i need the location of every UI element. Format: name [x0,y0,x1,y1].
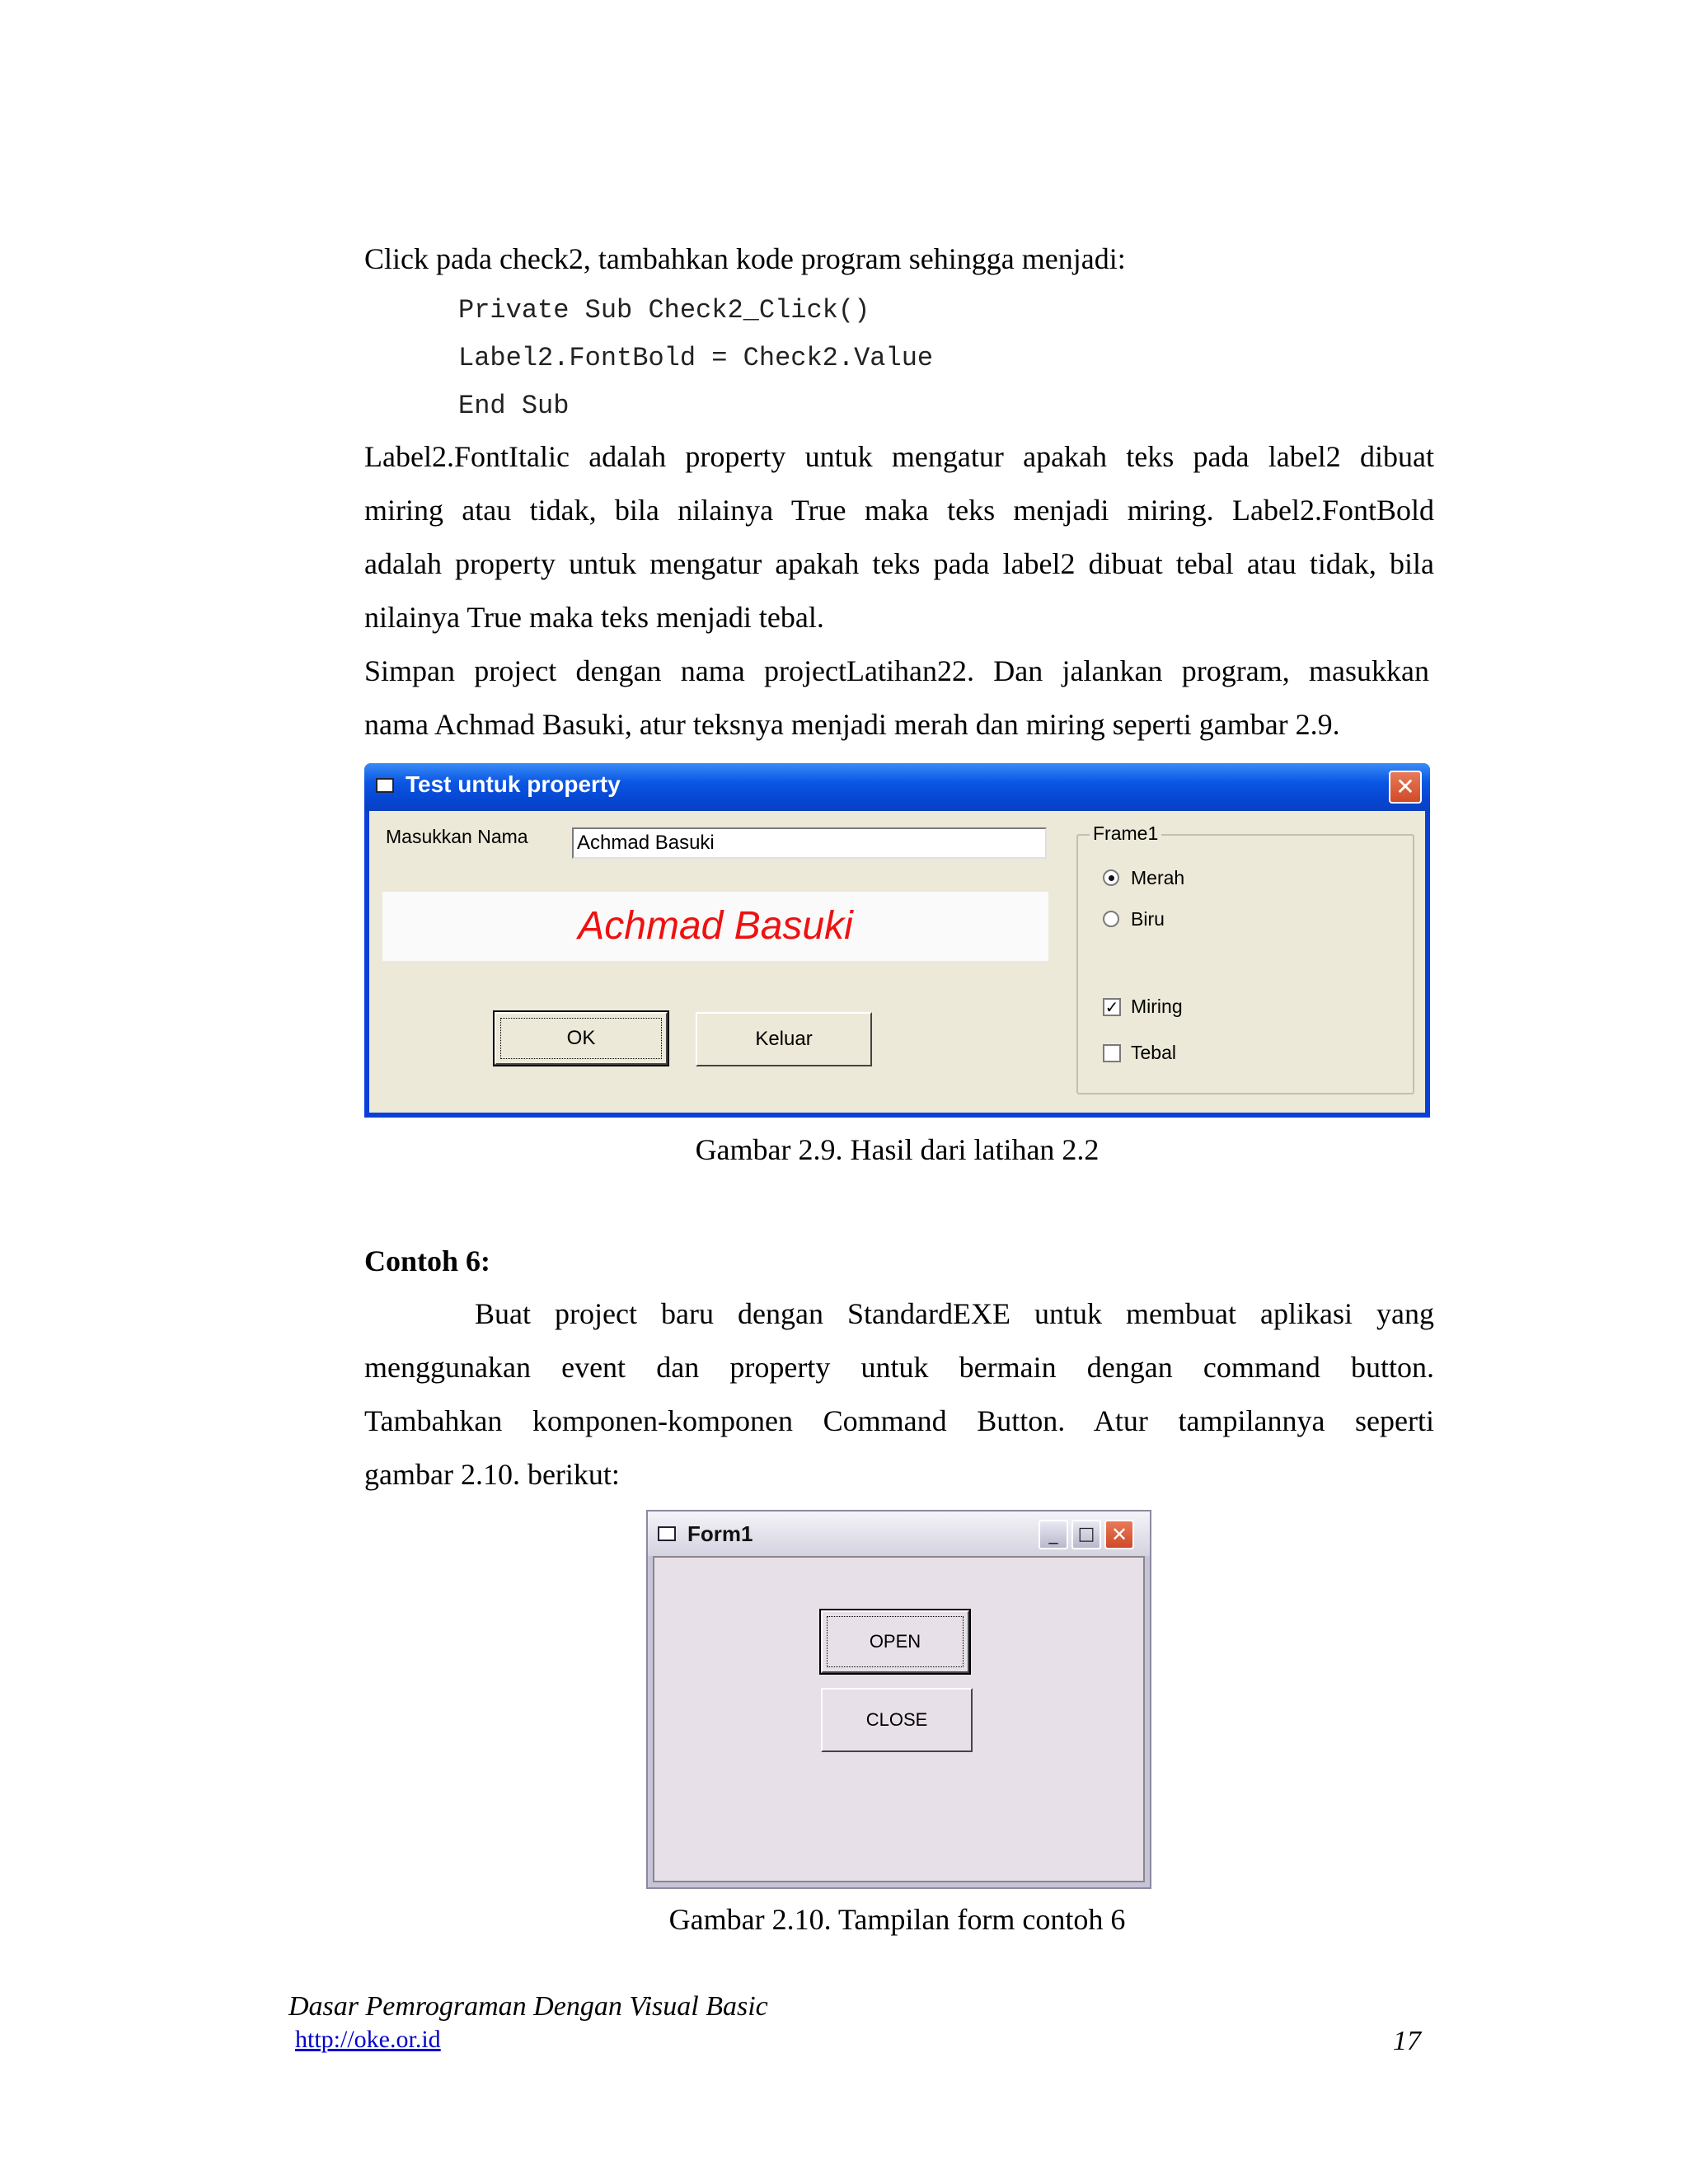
caption-2-9: Gambar 2.9. Hasil dari latihan 2.2 [695,1133,1100,1166]
para3-line-2: menggunakan event dan property untuk bermain dengan command button. [364,1351,1434,1384]
code-line-2: Label2.FontBold = Check2.Value [458,343,934,373]
title-bar [364,763,1430,811]
minimize-icon[interactable]: _ [1039,1520,1068,1549]
close-label: CLOSE [865,1709,928,1730]
focus-rect [500,1018,662,1059]
form-body [653,1556,1145,1882]
para3-line-3: Tambahkan komponen-komponen Command Button. Atur tampilannya seperti [364,1404,1434,1437]
para1-line-3: adalah property untuk mengatur apakah teks pada label2 dibuat tebal atau tidak, bila [364,547,1434,580]
para2-line-1: Simpan project dengan nama projectLatihan22. Dan jalankan program, masukkan [364,654,1429,687]
code-line-1: Private Sub Check2_Click() [458,295,870,326]
intro-line: Click pada check2, tambahkan kode program sehingga menjadi: [364,242,1126,275]
frame-title: Frame1 [1090,823,1161,845]
para1-line-4: nilainya True maka teks menjadi tebal. [364,601,824,634]
para2-line-2: nama Achmad Basuki, atur teksnya menjadi merah dan miring seperti gambar 2.9. [364,708,1340,741]
keluar-button[interactable] [696,1012,872,1066]
section-heading: Contoh 6: [364,1244,491,1277]
caption-2-10: Gambar 2.10. Tampilan form contoh 6 [668,1903,1126,1936]
title-bar [648,1511,1150,1556]
app-icon [376,778,394,793]
radio-biru-label: Biru [1131,908,1165,930]
open-button[interactable] [821,1610,969,1673]
display-label: Achmad Basuki [382,892,1048,961]
para1-line-2: miring atau tidak, bila nilainya True maka teks menjadi miring. Label2.FontBold [364,494,1434,527]
check-tebal-label: Tebal [1131,1042,1176,1063]
test-property-window [364,763,1430,1118]
radio-selected-icon [1103,869,1119,886]
close-icon[interactable]: ✕ [1104,1520,1134,1549]
window-body [369,811,1425,1113]
radio-unselected-icon [1103,911,1119,927]
form1-window [646,1510,1151,1889]
ok-label: OK [566,1027,596,1049]
page-number: 17 [1393,2026,1421,2056]
radio-merah-label: Merah [1131,867,1185,888]
keluar-label: Keluar [755,1028,813,1050]
close-button[interactable] [821,1688,973,1752]
para3-line-4: gambar 2.10. berikut: [364,1458,620,1491]
checkbox-unchecked-icon [1103,1044,1121,1062]
frame1 [1076,823,1414,1094]
footer-link[interactable]: http://oke.or.id [295,2026,441,2053]
open-label: OPEN [869,1631,921,1652]
window-title: Test untuk property [406,771,621,797]
footer-title: Dasar Pemrograman Dengan Visual Basic [288,1991,768,2022]
name-label: Masukkan Nama [386,826,528,847]
app-icon [658,1526,676,1541]
ok-button[interactable] [495,1012,668,1065]
window-title: Form1 [687,1521,753,1546]
close-icon[interactable]: ✕ [1389,771,1422,804]
code-line-3: End Sub [458,391,570,421]
para3-line-1: Buat project baru dengan StandardEXE untuk membuat aplikasi yang [475,1297,1434,1330]
name-input[interactable]: Achmad Basuki [572,827,1047,859]
focus-rect [827,1616,964,1667]
maximize-icon[interactable]: □ [1071,1520,1101,1549]
para1-line-1: Label2.FontItalic adalah property untuk mengatur apakah teks pada label2 dibuat [364,440,1434,473]
check-miring-label: Miring [1131,996,1183,1017]
checkbox-checked-icon: ✓ [1103,998,1121,1016]
